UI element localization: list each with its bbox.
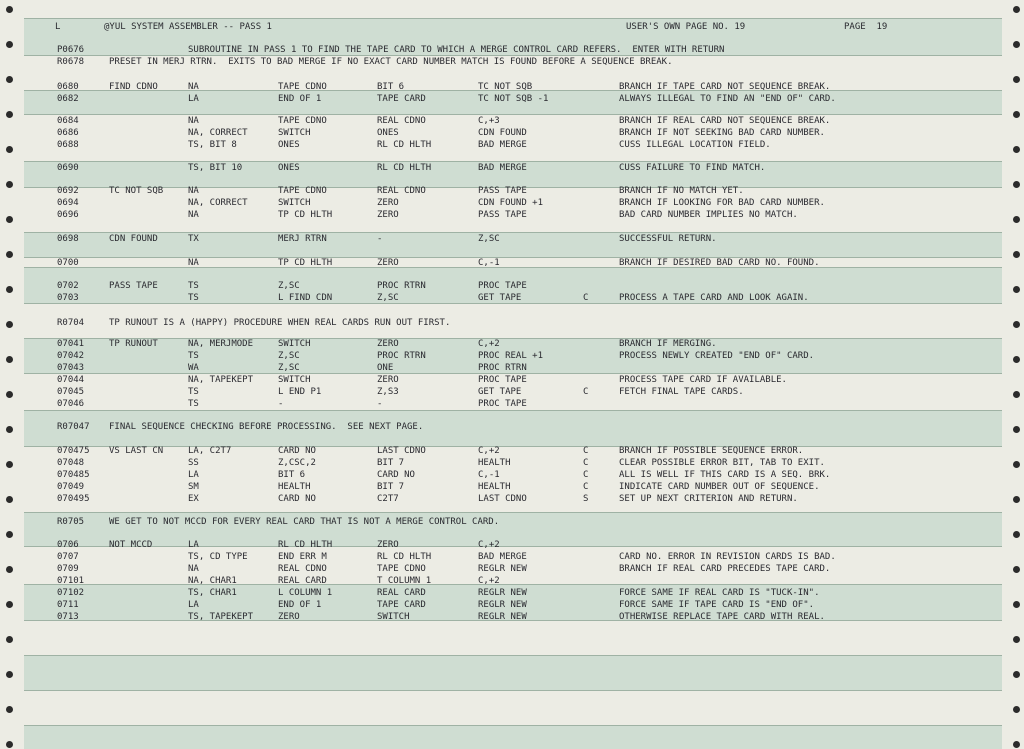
address-field-2: REAL CDNO — [377, 116, 426, 126]
code-line — [0, 600, 1024, 611]
address-field-1: SWITCH — [278, 339, 311, 349]
operation-field: TS, BIT 8 — [188, 140, 237, 150]
address-field-2: ZERO — [377, 210, 399, 220]
band-rule — [24, 161, 1002, 162]
address-field-2: T COLUMN 1 — [377, 576, 432, 586]
address-field-1: TP CD HLTH — [278, 258, 333, 268]
line-number: R0705 — [57, 517, 85, 527]
line-number: 07045 — [57, 387, 85, 397]
line-number: 07044 — [57, 375, 85, 385]
address-field-3: PROC TAPE — [478, 399, 527, 409]
operation-field: NA — [188, 564, 199, 574]
address-field-3: C,+3 — [478, 116, 500, 126]
header-l: L — [55, 22, 61, 32]
operation-field: TS, CD TYPE — [188, 552, 248, 562]
tractor-hole — [6, 6, 13, 13]
line-number: 0694 — [57, 198, 79, 208]
remarks-field: PROCESS TAPE CARD IF AVAILABLE. — [619, 375, 787, 385]
line-number: 0709 — [57, 564, 79, 574]
line-number: 07049 — [57, 482, 85, 492]
tractor-hole — [1013, 671, 1020, 678]
address-field-1: Z,SC — [278, 281, 300, 291]
address-field-3: TC NOT SQB -1 — [478, 94, 549, 104]
remark-line — [0, 57, 1024, 68]
operation-field: WA — [188, 363, 199, 373]
band-rule — [24, 655, 1002, 656]
line-number: 0680 — [57, 82, 79, 92]
operation-field: EX — [188, 494, 199, 504]
address-field-2: PROC RTRN — [377, 351, 426, 361]
address-field-1: TAPE CDNO — [278, 116, 327, 126]
operation-field: LA, C2T7 — [188, 446, 232, 456]
address-field-2: - — [377, 234, 383, 244]
operation-field: SM — [188, 482, 199, 492]
code-line — [0, 564, 1024, 575]
tractor-hole — [6, 636, 13, 643]
address-field-2: SWITCH — [377, 612, 410, 622]
line-number: 07048 — [57, 458, 85, 468]
tractor-hole — [1013, 531, 1020, 538]
address-field-1: RL CD HLTH — [278, 540, 333, 550]
operation-field: NA — [188, 186, 199, 196]
address-field-3: C,+2 — [478, 576, 500, 586]
band-rule — [24, 410, 1002, 411]
line-number: 0686 — [57, 128, 79, 138]
operation-field: NA, CORRECT — [188, 128, 248, 138]
code-line — [0, 482, 1024, 493]
operation-field: TS, BIT 10 — [188, 163, 243, 173]
address-field-3: Z,SC — [478, 234, 500, 244]
label-field: TC NOT SQB — [109, 186, 164, 196]
line-number: 07102 — [57, 588, 85, 598]
address-field-3: REGLR NEW — [478, 588, 527, 598]
address-field-2: TAPE CARD — [377, 94, 426, 104]
address-field-3: PROC TAPE — [478, 281, 527, 291]
address-field-3: C,-1 — [478, 258, 500, 268]
address-field-1: ZERO — [278, 612, 300, 622]
address-field-1: REAL CDNO — [278, 564, 327, 574]
page-header — [0, 22, 1024, 33]
address-field-2: ZERO — [377, 339, 399, 349]
remark-text: WE GET TO NOT MCCD FOR EVERY REAL CARD THAT IS NOT A MERGE CONTROL CARD. — [109, 517, 500, 527]
address-field-1: Z,CSC,2 — [278, 458, 316, 468]
code-line — [0, 612, 1024, 623]
line-number: 0688 — [57, 140, 79, 150]
address-field-2: BIT 6 — [377, 82, 405, 92]
address-field-1: L FIND CDN — [278, 293, 333, 303]
address-field-3: REGLR NEW — [478, 564, 527, 574]
address-field-1: END OF 1 — [278, 94, 322, 104]
operation-field: NA — [188, 210, 199, 220]
line-number: R0704 — [57, 318, 85, 328]
operation-field: TS — [188, 281, 199, 291]
line-number: 070485 — [57, 470, 90, 480]
label-field: TP RUNOUT — [109, 339, 158, 349]
code-line — [0, 82, 1024, 93]
line-number: 0711 — [57, 600, 79, 610]
band-rule — [24, 512, 1002, 513]
code-line — [0, 540, 1024, 551]
address-field-3: LAST CDNO — [478, 494, 527, 504]
code-line — [0, 210, 1024, 221]
code-line — [0, 258, 1024, 269]
address-field-2: RL CD HLTH — [377, 140, 432, 150]
line-number: 07101 — [57, 576, 85, 586]
code-line — [0, 293, 1024, 304]
paper-band — [24, 655, 1002, 690]
address-field-3: PROC TAPE — [478, 375, 527, 385]
address-field-3: PROC REAL +1 — [478, 351, 544, 361]
remarks-field: SET UP NEXT CRITERION AND RETURN. — [619, 494, 798, 504]
code-line — [0, 163, 1024, 174]
address-field-2: ONES — [377, 128, 399, 138]
address-field-3: C,-1 — [478, 470, 500, 480]
tractor-hole — [1013, 6, 1020, 13]
remarks-field: BRANCH IF DESIRED BAD CARD NO. FOUND. — [619, 258, 820, 268]
remark-line — [0, 318, 1024, 329]
code-line — [0, 140, 1024, 151]
code-line — [0, 458, 1024, 469]
operation-field: NA, MERJMODE — [188, 339, 254, 349]
line-number: 0713 — [57, 612, 79, 622]
code-line — [0, 339, 1024, 350]
flag-field: C — [583, 482, 589, 492]
remarks-field: CUSS FAILURE TO FIND MATCH. — [619, 163, 766, 173]
tractor-hole — [6, 531, 13, 538]
operation-field: NA — [188, 82, 199, 92]
remarks-field: FORCE SAME IF TAPE CARD IS "END OF". — [619, 600, 815, 610]
address-field-2: ZERO — [377, 198, 399, 208]
line-number: 0702 — [57, 281, 79, 291]
remarks-field: BRANCH IF NO MATCH YET. — [619, 186, 744, 196]
code-line — [0, 281, 1024, 292]
operation-field: TS — [188, 387, 199, 397]
remarks-field: FORCE SAME IF REAL CARD IS "TUCK-IN". — [619, 588, 820, 598]
line-number: 0698 — [57, 234, 79, 244]
line-number: 0707 — [57, 552, 79, 562]
remarks-field: BRANCH IF REAL CARD NOT SEQUENCE BREAK. — [619, 116, 831, 126]
address-field-2: CARD NO — [377, 470, 415, 480]
line-number: 0682 — [57, 94, 79, 104]
operation-field: LA — [188, 470, 199, 480]
address-field-3: HEALTH — [478, 482, 511, 492]
remark-text: SUBROUTINE IN PASS 1 TO FIND THE TAPE CARD TO WHICH A MERGE CONTROL CARD REFERS. ENTER WITH RETURN — [188, 45, 725, 55]
remark-line — [0, 517, 1024, 528]
code-line — [0, 446, 1024, 457]
remarks-field: BRANCH IF TAPE CARD NOT SEQUENCE BREAK. — [619, 82, 831, 92]
line-number: 07043 — [57, 363, 85, 373]
address-field-1: SWITCH — [278, 198, 311, 208]
line-number: 0700 — [57, 258, 79, 268]
operation-field: NA, CORRECT — [188, 198, 248, 208]
remarks-field: INDICATE CARD NUMBER OUT OF SEQUENCE. — [619, 482, 820, 492]
code-line — [0, 494, 1024, 505]
address-field-3: GET TAPE — [478, 293, 522, 303]
remarks-field: PROCESS A TAPE CARD AND LOOK AGAIN. — [619, 293, 809, 303]
address-field-2: REAL CDNO — [377, 186, 426, 196]
address-field-3: BAD MERGE — [478, 140, 527, 150]
address-field-1: TAPE CDNO — [278, 82, 327, 92]
code-line — [0, 576, 1024, 587]
header-title: @YUL SYSTEM ASSEMBLER -- PASS 1 — [104, 22, 272, 32]
operation-field: TS, CHAR1 — [188, 588, 237, 598]
flag-field: C — [583, 387, 589, 397]
line-number: 0703 — [57, 293, 79, 303]
remarks-field: CLEAR POSSIBLE ERROR BIT, TAB TO EXIT. — [619, 458, 825, 468]
address-field-1: END OF 1 — [278, 600, 322, 610]
code-line — [0, 116, 1024, 127]
tractor-hole — [6, 251, 13, 258]
line-number: 0692 — [57, 186, 79, 196]
address-field-1: CARD NO — [278, 446, 316, 456]
address-field-1: ONES — [278, 140, 300, 150]
address-field-1: - — [278, 399, 284, 409]
address-field-2: ZERO — [377, 258, 399, 268]
operation-field: NA, TAPEKEPT — [188, 375, 254, 385]
address-field-1: END ERR M — [278, 552, 327, 562]
address-field-3: C,+2 — [478, 339, 500, 349]
remark-text: TP RUNOUT IS A (HAPPY) PROCEDURE WHEN REAL CARDS RUN OUT FIRST. — [109, 318, 451, 328]
label-field: NOT MCCD — [109, 540, 153, 550]
code-line — [0, 387, 1024, 398]
address-field-1: BIT 6 — [278, 470, 306, 480]
band-rule — [24, 232, 1002, 233]
flag-field: C — [583, 458, 589, 468]
line-number: 0690 — [57, 163, 79, 173]
flag-field: C — [583, 470, 589, 480]
line-number: 0684 — [57, 116, 79, 126]
flag-field: C — [583, 293, 589, 303]
address-field-1: SWITCH — [278, 128, 311, 138]
address-field-1: REAL CARD — [278, 576, 327, 586]
code-line — [0, 470, 1024, 481]
header-users-page: USER'S OWN PAGE NO. 19 — [626, 22, 746, 32]
remarks-field: BRANCH IF POSSIBLE SEQUENCE ERROR. — [619, 446, 804, 456]
address-field-3: REGLR NEW — [478, 612, 527, 622]
remarks-field: ALWAYS ILLEGAL TO FIND AN "END OF" CARD. — [619, 94, 836, 104]
operation-field: SS — [188, 458, 199, 468]
address-field-2: Z,S3 — [377, 387, 399, 397]
label-field: PASS TAPE — [109, 281, 158, 291]
remarks-field: BRANCH IF MERGING. — [619, 339, 717, 349]
address-field-2: ZERO — [377, 540, 399, 550]
code-line — [0, 552, 1024, 563]
address-field-2: ZERO — [377, 375, 399, 385]
remark-text: PRESET IN MERJ RTRN. EXITS TO BAD MERGE IF NO EXACT CARD NUMBER MATCH IS FOUND BEFORE A SEQUENCE BREAK. — [109, 57, 673, 67]
line-number: R0678 — [57, 57, 85, 67]
address-field-1: TP CD HLTH — [278, 210, 333, 220]
address-field-2: TAPE CDNO — [377, 564, 426, 574]
address-field-1: L COLUMN 1 — [278, 588, 333, 598]
band-rule — [24, 18, 1002, 19]
remarks-field: ALL IS WELL IF THIS CARD IS A SEQ. BRK. — [619, 470, 831, 480]
band-rule — [24, 725, 1002, 726]
remarks-field: OTHERWISE REPLACE TAPE CARD WITH REAL. — [619, 612, 825, 622]
remark-text: FINAL SEQUENCE CHECKING BEFORE PROCESSING. SEE NEXT PAGE. — [109, 422, 424, 432]
tractor-hole — [1013, 251, 1020, 258]
address-field-1: TAPE CDNO — [278, 186, 327, 196]
tractor-hole — [6, 741, 13, 748]
code-line — [0, 198, 1024, 209]
address-field-3: C,+2 — [478, 540, 500, 550]
code-line — [0, 186, 1024, 197]
paper-band — [24, 725, 1002, 749]
address-field-3: BAD MERGE — [478, 163, 527, 173]
code-line — [0, 128, 1024, 139]
line-number: 0706 — [57, 540, 79, 550]
address-field-3: GET TAPE — [478, 387, 522, 397]
address-field-2: C2T7 — [377, 494, 399, 504]
code-line — [0, 375, 1024, 386]
flag-field: S — [583, 494, 589, 504]
address-field-2: BIT 7 — [377, 458, 405, 468]
operation-field: NA, CHAR1 — [188, 576, 237, 586]
operation-field: NA — [188, 258, 199, 268]
remarks-field: BAD CARD NUMBER IMPLIES NO MATCH. — [619, 210, 798, 220]
line-number: 0696 — [57, 210, 79, 220]
address-field-3: CDN FOUND +1 — [478, 198, 544, 208]
address-field-2: LAST CDNO — [377, 446, 426, 456]
address-field-3: HEALTH — [478, 458, 511, 468]
address-field-2: PROC RTRN — [377, 281, 426, 291]
address-field-3: C,+2 — [478, 446, 500, 456]
address-field-3: CDN FOUND — [478, 128, 527, 138]
code-line — [0, 399, 1024, 410]
address-field-2: REAL CARD — [377, 588, 426, 598]
code-line — [0, 351, 1024, 362]
line-number: 07041 — [57, 339, 85, 349]
line-number: 070475 — [57, 446, 90, 456]
line-number: 07042 — [57, 351, 85, 361]
address-field-2: TAPE CARD — [377, 600, 426, 610]
operation-field: TS — [188, 399, 199, 409]
tractor-hole — [1013, 636, 1020, 643]
remarks-field: PROCESS NEWLY CREATED "END OF" CARD. — [619, 351, 815, 361]
address-field-3: PASS TAPE — [478, 186, 527, 196]
remark-line — [0, 422, 1024, 433]
line-number: P0676 — [57, 45, 85, 55]
address-field-1: SWITCH — [278, 375, 311, 385]
line-number: R07047 — [57, 422, 90, 432]
address-field-3: BAD MERGE — [478, 552, 527, 562]
code-line — [0, 588, 1024, 599]
address-field-3: REGLR NEW — [478, 600, 527, 610]
address-field-2: ONE — [377, 363, 394, 373]
address-field-3: PASS TAPE — [478, 210, 527, 220]
remarks-field: CARD NO. ERROR IN REVISION CARDS IS BAD. — [619, 552, 836, 562]
operation-field: TS — [188, 293, 199, 303]
operation-field: TS — [188, 351, 199, 361]
address-field-1: CARD NO — [278, 494, 316, 504]
line-number: 07046 — [57, 399, 85, 409]
code-line — [0, 234, 1024, 245]
code-line — [0, 363, 1024, 374]
operation-field: LA — [188, 600, 199, 610]
tractor-hole — [6, 706, 13, 713]
remarks-field: CUSS ILLEGAL LOCATION FIELD. — [619, 140, 771, 150]
address-field-1: ONES — [278, 163, 300, 173]
address-field-3: PROC RTRN — [478, 363, 527, 373]
remarks-field: SUCCESSFUL RETURN. — [619, 234, 717, 244]
address-field-2: Z,SC — [377, 293, 399, 303]
remarks-field: BRANCH IF REAL CARD PRECEDES TAPE CARD. — [619, 564, 831, 574]
operation-field: LA — [188, 94, 199, 104]
operation-field: NA — [188, 116, 199, 126]
address-field-1: MERJ RTRN — [278, 234, 327, 244]
flag-field: C — [583, 446, 589, 456]
operation-field: TX — [188, 234, 199, 244]
label-field: VS LAST CN — [109, 446, 164, 456]
band-rule — [24, 114, 1002, 115]
remarks-field: BRANCH IF NOT SEEKING BAD CARD NUMBER. — [619, 128, 825, 138]
label-field: CDN FOUND — [109, 234, 158, 244]
label-field: FIND CDNO — [109, 82, 158, 92]
address-field-2: RL CD HLTH — [377, 163, 432, 173]
tractor-hole — [6, 671, 13, 678]
remarks-field: FETCH FINAL TAPE CARDS. — [619, 387, 744, 397]
address-field-1: Z,SC — [278, 363, 300, 373]
tractor-hole — [1013, 741, 1020, 748]
header-page-number: PAGE 19 — [844, 22, 888, 32]
code-line — [0, 94, 1024, 105]
address-field-2: BIT 7 — [377, 482, 405, 492]
address-field-1: Z,SC — [278, 351, 300, 361]
band-rule — [24, 690, 1002, 691]
address-field-1: HEALTH — [278, 482, 311, 492]
address-field-2: - — [377, 399, 383, 409]
tractor-hole — [1013, 706, 1020, 713]
address-field-3: TC NOT SQB — [478, 82, 533, 92]
line-number: 070495 — [57, 494, 90, 504]
operation-field: LA — [188, 540, 199, 550]
remarks-field: BRANCH IF LOOKING FOR BAD CARD NUMBER. — [619, 198, 825, 208]
remark-line — [0, 45, 1024, 56]
operation-field: TS, TAPEKEPT — [188, 612, 254, 622]
address-field-1: L END P1 — [278, 387, 322, 397]
address-field-2: RL CD HLTH — [377, 552, 432, 562]
